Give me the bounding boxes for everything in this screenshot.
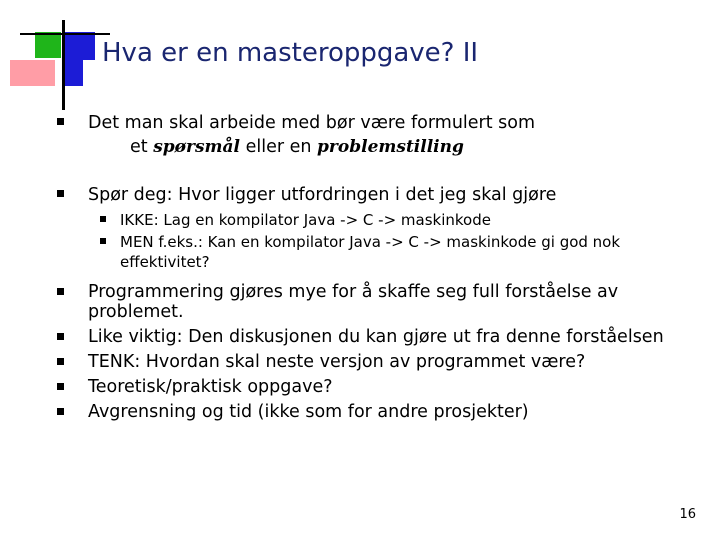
logo-blue-square (65, 32, 95, 60)
logo-blue-square-lower (65, 60, 83, 86)
slide-title: Hva er en masteroppgave? II (102, 38, 479, 68)
bullet-text: Det man skal arbeide med bør være formulert som (88, 113, 536, 133)
bullet-icon (57, 383, 64, 390)
bullet-text-continued: problemet. (88, 302, 184, 322)
page-number: 16 (679, 507, 696, 522)
bullet-icon (57, 333, 64, 340)
emphasis-question: spørsmål (153, 137, 241, 157)
emphasis-problem-statement: problemstilling (317, 137, 464, 157)
sub-bullet-icon (100, 216, 106, 222)
bullet-icon (57, 190, 64, 197)
bullet-text: Avgrensning og tid (ikke som for andre prosjekter) (88, 402, 529, 422)
bullet-text: Like viktig: Den diskusjonen du kan gjøre ut fra denne forståelsen (88, 327, 664, 347)
bullet-text: Teoretisk/praktisk oppgave? (88, 377, 333, 397)
decorative-logo (0, 0, 110, 110)
bullet-text: TENK: Hvordan skal neste versjon av programmet være? (88, 352, 586, 372)
bullet-icon (57, 118, 64, 125)
bullet-icon (57, 358, 64, 365)
sub-bullet-text-continued: effektivitet? (120, 253, 210, 271)
logo-horizontal-line (20, 33, 110, 35)
bullet-icon (57, 288, 64, 295)
sub-bullet-text: IKKE: Lag en kompilator Java -> C -> maskinkode (120, 211, 491, 229)
sub-bullet-text: MEN f.eks.: Kan en kompilator Java -> C -> maskinkode gi god nok (120, 233, 621, 251)
bullet-text: Spør deg: Hvor ligger utfordringen i det jeg skal gjøre (88, 185, 557, 205)
text-segment: et (130, 137, 148, 157)
bullet-text: Programmering gjøres mye for å skaffe seg full forståelse av (88, 282, 619, 302)
logo-green-square (35, 32, 61, 58)
logo-pink-square (10, 60, 55, 86)
sub-bullet-icon (100, 238, 106, 244)
bullet-text-continued (130, 138, 464, 156)
text-segment: eller en (245, 137, 312, 157)
bullet-icon (57, 408, 64, 415)
